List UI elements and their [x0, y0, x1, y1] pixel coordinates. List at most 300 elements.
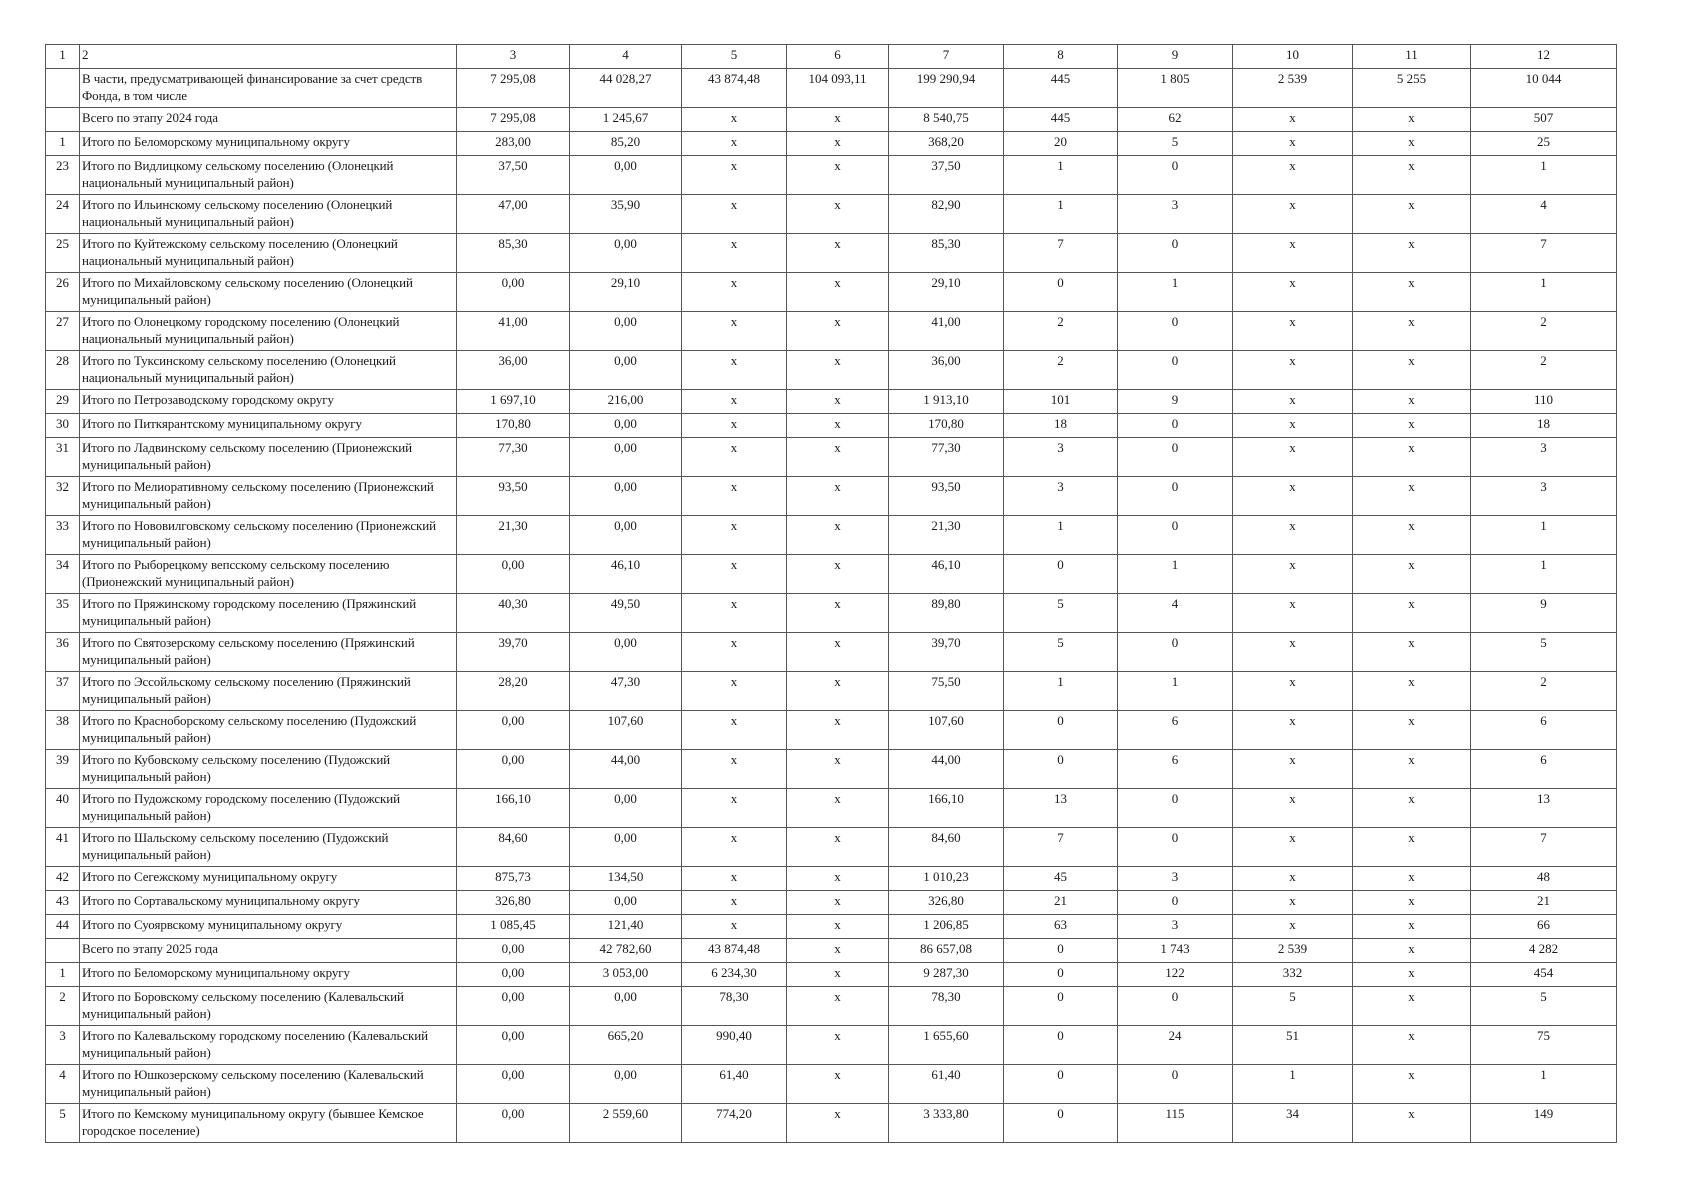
value-cell: 5 — [1471, 987, 1617, 1026]
value-cell: x — [1353, 156, 1471, 195]
value-cell: 1 — [1471, 273, 1617, 312]
column-number-cell: 8 — [1004, 45, 1118, 69]
value-cell: 5 — [1471, 633, 1617, 672]
value-cell: 21 — [1471, 891, 1617, 915]
row-number-cell: 4 — [46, 1065, 80, 1104]
value-cell: x — [1353, 750, 1471, 789]
value-cell: 61,40 — [682, 1065, 787, 1104]
table-row — [46, 750, 1617, 789]
row-number-cell: 5 — [46, 1104, 80, 1143]
value-cell: x — [1353, 633, 1471, 672]
row-number-cell: 35 — [46, 594, 80, 633]
value-cell: x — [1353, 711, 1471, 750]
value-cell: 0,00 — [570, 234, 682, 273]
table-row — [46, 69, 1617, 108]
row-number-cell: 44 — [46, 915, 80, 939]
value-cell: x — [682, 789, 787, 828]
value-cell: x — [1353, 132, 1471, 156]
value-cell: 6 — [1118, 711, 1233, 750]
value-cell: 1 — [1118, 273, 1233, 312]
row-description-cell: Всего по этапу 2024 года — [80, 108, 457, 132]
table-row — [46, 594, 1617, 633]
row-description-cell: Итого по Сортавальскому муниципальному округу — [80, 891, 457, 915]
value-cell: x — [682, 156, 787, 195]
row-number-cell: 39 — [46, 750, 80, 789]
value-cell: x — [682, 711, 787, 750]
value-cell: 0 — [1118, 234, 1233, 273]
value-cell: x — [1233, 156, 1353, 195]
value-cell: 2 559,60 — [570, 1104, 682, 1143]
table-row — [46, 939, 1617, 963]
value-cell: x — [1233, 312, 1353, 351]
value-cell: x — [787, 234, 889, 273]
value-cell: 2 — [1004, 312, 1118, 351]
value-cell: x — [1353, 891, 1471, 915]
table-row — [46, 555, 1617, 594]
value-cell: 0 — [1118, 351, 1233, 390]
value-cell: 2 — [1471, 351, 1617, 390]
value-cell: 0 — [1118, 891, 1233, 915]
value-cell: x — [1233, 234, 1353, 273]
value-cell: x — [787, 1026, 889, 1065]
value-cell: x — [682, 312, 787, 351]
table-row — [46, 672, 1617, 711]
value-cell: x — [787, 828, 889, 867]
value-cell: x — [1233, 891, 1353, 915]
row-description-cell: Итого по Кемскому муниципальному округу (бывшее Кемское городское поселение) — [80, 1104, 457, 1143]
table-row — [46, 273, 1617, 312]
value-cell: x — [682, 132, 787, 156]
value-cell: x — [1233, 867, 1353, 891]
value-cell: 77,30 — [457, 438, 570, 477]
value-cell: x — [787, 390, 889, 414]
value-cell: 0 — [1118, 438, 1233, 477]
value-cell: x — [682, 234, 787, 273]
value-cell: x — [682, 477, 787, 516]
value-cell: x — [1233, 633, 1353, 672]
table-row — [46, 633, 1617, 672]
value-cell: 1 — [1004, 672, 1118, 711]
row-number-cell: 38 — [46, 711, 80, 750]
value-cell: 62 — [1118, 108, 1233, 132]
value-cell: 326,80 — [457, 891, 570, 915]
value-cell: x — [787, 156, 889, 195]
row-description-cell: Итого по Олонецкому городскому поселению (Олонецкий национальный муниципальный район) — [80, 312, 457, 351]
table-row — [46, 132, 1617, 156]
value-cell: 3 333,80 — [889, 1104, 1004, 1143]
table-row — [46, 438, 1617, 477]
value-cell: 5 255 — [1353, 69, 1471, 108]
value-cell: x — [1353, 273, 1471, 312]
row-description-cell: Итого по Петрозаводскому городскому округу — [80, 390, 457, 414]
value-cell: 0,00 — [570, 438, 682, 477]
value-cell: 115 — [1118, 1104, 1233, 1143]
value-cell: 3 — [1118, 195, 1233, 234]
value-cell: x — [787, 750, 889, 789]
column-number-row — [46, 45, 1617, 69]
value-cell: 454 — [1471, 963, 1617, 987]
row-description-cell: Итого по Эссойльскому сельскому поселению (Пряжинский муниципальный район) — [80, 672, 457, 711]
value-cell: 0,00 — [457, 273, 570, 312]
value-cell: 3 — [1471, 438, 1617, 477]
value-cell: x — [1353, 351, 1471, 390]
value-cell: x — [1353, 1026, 1471, 1065]
table-row — [46, 1026, 1617, 1065]
value-cell: 41,00 — [457, 312, 570, 351]
value-cell: 10 044 — [1471, 69, 1617, 108]
value-cell: 0,00 — [570, 789, 682, 828]
value-cell: 1 697,10 — [457, 390, 570, 414]
row-description-cell: Итого по Мелиоративному сельскому поселению (Прионежский муниципальный район) — [80, 477, 457, 516]
value-cell: 21,30 — [457, 516, 570, 555]
row-description-cell: Итого по Суоярвскому муниципальному округу — [80, 915, 457, 939]
value-cell: 78,30 — [682, 987, 787, 1026]
value-cell: x — [787, 711, 889, 750]
table-row — [46, 1104, 1617, 1143]
value-cell: 0,00 — [570, 156, 682, 195]
value-cell: 0,00 — [570, 414, 682, 438]
value-cell: 170,80 — [457, 414, 570, 438]
value-cell: 7 — [1471, 828, 1617, 867]
value-cell: 0 — [1118, 414, 1233, 438]
value-cell: 0 — [1118, 1065, 1233, 1104]
value-cell: x — [1233, 477, 1353, 516]
value-cell: 1 — [1471, 1065, 1617, 1104]
table-row — [46, 1065, 1617, 1104]
row-number-cell: 1 — [46, 963, 80, 987]
value-cell: 13 — [1471, 789, 1617, 828]
row-number-cell — [46, 108, 80, 132]
value-cell: x — [682, 414, 787, 438]
value-cell: 21 — [1004, 891, 1118, 915]
value-cell: x — [787, 477, 889, 516]
value-cell: x — [1353, 414, 1471, 438]
row-number-cell — [46, 939, 80, 963]
value-cell: 39,70 — [457, 633, 570, 672]
value-cell: x — [1233, 915, 1353, 939]
row-description-cell: Итого по Калевальскому городскому поселению (Калевальский муниципальный район) — [80, 1026, 457, 1065]
column-number-cell: 7 — [889, 45, 1004, 69]
row-description-cell: Итого по Беломорскому муниципальному округу — [80, 963, 457, 987]
value-cell: 4 — [1471, 195, 1617, 234]
row-number-cell: 28 — [46, 351, 80, 390]
value-cell: x — [682, 516, 787, 555]
column-number-cell: 4 — [570, 45, 682, 69]
value-cell: 93,50 — [889, 477, 1004, 516]
row-number-cell: 23 — [46, 156, 80, 195]
value-cell: 875,73 — [457, 867, 570, 891]
value-cell: 6 — [1471, 750, 1617, 789]
value-cell: x — [682, 108, 787, 132]
row-number-cell: 29 — [46, 390, 80, 414]
value-cell: 18 — [1471, 414, 1617, 438]
value-cell: 7 — [1471, 234, 1617, 273]
row-description-cell: Итого по Туксинскому сельскому поселению (Олонецкий национальный муниципальный район) — [80, 351, 457, 390]
value-cell: 0 — [1004, 711, 1118, 750]
value-cell: 134,50 — [570, 867, 682, 891]
row-description-cell: Итого по Ладвинскому сельскому поселению (Прионежский муниципальный район) — [80, 438, 457, 477]
row-description-cell: Итого по Питкярантскому муниципальному округу — [80, 414, 457, 438]
value-cell: 0,00 — [457, 1104, 570, 1143]
row-description-cell: Итого по Боровскому сельскому поселению (Калевальский муниципальный район) — [80, 987, 457, 1026]
value-cell: 36,00 — [889, 351, 1004, 390]
value-cell: 85,30 — [889, 234, 1004, 273]
row-number-cell: 25 — [46, 234, 80, 273]
value-cell: 85,30 — [457, 234, 570, 273]
value-cell: 82,90 — [889, 195, 1004, 234]
value-cell: 9 287,30 — [889, 963, 1004, 987]
row-description-cell: Итого по Пряжинскому городскому поселению (Пряжинский муниципальный район) — [80, 594, 457, 633]
value-cell: 1 655,60 — [889, 1026, 1004, 1065]
value-cell: x — [682, 351, 787, 390]
row-description-cell: Итого по Рыборецкому вепсскому сельскому поселению (Прионежский муниципальный район) — [80, 555, 457, 594]
value-cell: 0 — [1118, 633, 1233, 672]
table-row — [46, 156, 1617, 195]
value-cell: 0 — [1004, 987, 1118, 1026]
value-cell: x — [1353, 234, 1471, 273]
value-cell: x — [1233, 195, 1353, 234]
row-number-cell: 3 — [46, 1026, 80, 1065]
row-description-cell: Итого по Куйтежскому сельскому поселению (Олонецкий национальный муниципальный район) — [80, 234, 457, 273]
value-cell: x — [1353, 594, 1471, 633]
row-number-cell: 33 — [46, 516, 80, 555]
value-cell: x — [787, 1104, 889, 1143]
value-cell: 445 — [1004, 69, 1118, 108]
row-description-cell: Итого по Сегежскому муниципальному округу — [80, 867, 457, 891]
value-cell: 6 — [1471, 711, 1617, 750]
value-cell: 1 805 — [1118, 69, 1233, 108]
value-cell: 1 — [1233, 1065, 1353, 1104]
value-cell: 85,20 — [570, 132, 682, 156]
value-cell: 990,40 — [682, 1026, 787, 1065]
value-cell: 42 782,60 — [570, 939, 682, 963]
value-cell: 1 — [1471, 156, 1617, 195]
value-cell: 5 — [1233, 987, 1353, 1026]
row-number-cell: 32 — [46, 477, 80, 516]
column-number-cell: 5 — [682, 45, 787, 69]
value-cell: 5 — [1004, 633, 1118, 672]
value-cell: x — [1353, 672, 1471, 711]
value-cell: x — [1233, 273, 1353, 312]
row-description-cell: Итого по Шальскому сельскому поселению (Пудожский муниципальный район) — [80, 828, 457, 867]
value-cell: 216,00 — [570, 390, 682, 414]
column-number-cell: 2 — [80, 45, 457, 69]
value-cell: x — [787, 891, 889, 915]
row-description-cell: Итого по Беломорскому муниципальному округу — [80, 132, 457, 156]
value-cell: x — [1233, 108, 1353, 132]
value-cell: 0 — [1118, 987, 1233, 1026]
value-cell: 1 085,45 — [457, 915, 570, 939]
value-cell: 166,10 — [889, 789, 1004, 828]
row-number-cell: 26 — [46, 273, 80, 312]
value-cell: 107,60 — [889, 711, 1004, 750]
column-number-cell: 9 — [1118, 45, 1233, 69]
value-cell: 9 — [1471, 594, 1617, 633]
value-cell: x — [787, 672, 889, 711]
value-cell: 84,60 — [457, 828, 570, 867]
value-cell: x — [682, 555, 787, 594]
value-cell: 122 — [1118, 963, 1233, 987]
row-number-cell — [46, 69, 80, 108]
value-cell: 75 — [1471, 1026, 1617, 1065]
value-cell: x — [1233, 351, 1353, 390]
value-cell: 5 — [1118, 132, 1233, 156]
row-number-cell: 43 — [46, 891, 80, 915]
value-cell: 21,30 — [889, 516, 1004, 555]
value-cell: 35,90 — [570, 195, 682, 234]
value-cell: 3 — [1004, 477, 1118, 516]
value-cell: 7 — [1004, 234, 1118, 273]
column-number-cell: 1 — [46, 45, 80, 69]
value-cell: x — [1353, 1104, 1471, 1143]
value-cell: 2 539 — [1233, 69, 1353, 108]
value-cell: 1 245,67 — [570, 108, 682, 132]
value-cell: 84,60 — [889, 828, 1004, 867]
value-cell: 199 290,94 — [889, 69, 1004, 108]
value-cell: 6 — [1118, 750, 1233, 789]
value-cell: x — [787, 939, 889, 963]
value-cell: x — [787, 789, 889, 828]
row-description-cell: Итого по Видлицкому сельскому поселению (Олонецкий национальный муниципальный район) — [80, 156, 457, 195]
value-cell: x — [1353, 987, 1471, 1026]
column-number-cell: 3 — [457, 45, 570, 69]
value-cell: 89,80 — [889, 594, 1004, 633]
value-cell: 0,00 — [570, 312, 682, 351]
table-row — [46, 963, 1617, 987]
value-cell: 48 — [1471, 867, 1617, 891]
value-cell: 41,00 — [889, 312, 1004, 351]
value-cell: 4 — [1118, 594, 1233, 633]
value-cell: 29,10 — [889, 273, 1004, 312]
value-cell: x — [1233, 672, 1353, 711]
value-cell: 2 539 — [1233, 939, 1353, 963]
value-cell: 2 — [1471, 312, 1617, 351]
value-cell: x — [1353, 438, 1471, 477]
table-row — [46, 516, 1617, 555]
value-cell: 1 — [1471, 555, 1617, 594]
value-cell: x — [682, 867, 787, 891]
value-cell: 0 — [1004, 555, 1118, 594]
value-cell: x — [787, 987, 889, 1026]
value-cell: 1 010,23 — [889, 867, 1004, 891]
value-cell: x — [682, 438, 787, 477]
row-number-cell: 37 — [46, 672, 80, 711]
value-cell: x — [787, 516, 889, 555]
value-cell: 2 — [1004, 351, 1118, 390]
value-cell: 61,40 — [889, 1065, 1004, 1104]
value-cell: 51 — [1233, 1026, 1353, 1065]
value-cell: 49,50 — [570, 594, 682, 633]
value-cell: 46,10 — [889, 555, 1004, 594]
value-cell: 37,50 — [889, 156, 1004, 195]
value-cell: 4 282 — [1471, 939, 1617, 963]
value-cell: x — [682, 594, 787, 633]
value-cell: x — [787, 1065, 889, 1104]
value-cell: 0,00 — [457, 750, 570, 789]
value-cell: 0 — [1118, 828, 1233, 867]
value-cell: 665,20 — [570, 1026, 682, 1065]
value-cell: x — [1353, 828, 1471, 867]
value-cell: x — [787, 963, 889, 987]
row-description-cell: Итого по Ильинскому сельскому поселению (Олонецкий национальный муниципальный район) — [80, 195, 457, 234]
value-cell: x — [1353, 555, 1471, 594]
value-cell: 1 — [1004, 516, 1118, 555]
table-row — [46, 789, 1617, 828]
value-cell: x — [1353, 516, 1471, 555]
table-body — [46, 45, 1617, 1143]
value-cell: 7 — [1004, 828, 1118, 867]
value-cell: 43 874,48 — [682, 69, 787, 108]
table-row — [46, 108, 1617, 132]
value-cell: 93,50 — [457, 477, 570, 516]
row-number-cell: 34 — [46, 555, 80, 594]
value-cell: 0,00 — [570, 477, 682, 516]
value-cell: 0 — [1118, 516, 1233, 555]
value-cell: 3 — [1004, 438, 1118, 477]
value-cell: 5 — [1004, 594, 1118, 633]
value-cell: 25 — [1471, 132, 1617, 156]
value-cell: 13 — [1004, 789, 1118, 828]
value-cell: 774,20 — [682, 1104, 787, 1143]
value-cell: x — [1233, 594, 1353, 633]
value-cell: x — [682, 390, 787, 414]
value-cell: 0 — [1004, 750, 1118, 789]
value-cell: x — [787, 633, 889, 672]
value-cell: x — [1233, 750, 1353, 789]
value-cell: x — [787, 915, 889, 939]
table-row — [46, 891, 1617, 915]
row-number-cell: 24 — [46, 195, 80, 234]
value-cell: 3 — [1118, 915, 1233, 939]
value-cell: x — [787, 438, 889, 477]
row-number-cell: 40 — [46, 789, 80, 828]
table-row — [46, 234, 1617, 273]
value-cell: 7 295,08 — [457, 108, 570, 132]
value-cell: x — [787, 555, 889, 594]
value-cell: 44,00 — [889, 750, 1004, 789]
value-cell: x — [787, 108, 889, 132]
value-cell: x — [1233, 828, 1353, 867]
column-number-cell: 6 — [787, 45, 889, 69]
column-number-cell: 12 — [1471, 45, 1617, 69]
value-cell: 1 206,85 — [889, 915, 1004, 939]
row-description-cell: Итого по Кубовскому сельскому поселению (Пудожский муниципальный район) — [80, 750, 457, 789]
value-cell: 1 — [1004, 195, 1118, 234]
row-description-cell: Итого по Красноборскому сельскому поселению (Пудожский муниципальный район) — [80, 711, 457, 750]
row-description-cell: Итого по Юшкозерскому сельскому поселению (Калевальский муниципальный район) — [80, 1065, 457, 1104]
value-cell: 1 — [1118, 672, 1233, 711]
value-cell: 18 — [1004, 414, 1118, 438]
value-cell: 0,00 — [570, 891, 682, 915]
value-cell: x — [787, 867, 889, 891]
value-cell: x — [682, 891, 787, 915]
value-cell: x — [1353, 312, 1471, 351]
value-cell: x — [1353, 915, 1471, 939]
row-number-cell: 42 — [46, 867, 80, 891]
value-cell: 0,00 — [457, 711, 570, 750]
value-cell: x — [787, 132, 889, 156]
row-description-cell: В части, предусматривающей финансирование за счет средств Фонда, в том числе — [80, 69, 457, 108]
value-cell: 44,00 — [570, 750, 682, 789]
value-cell: 24 — [1118, 1026, 1233, 1065]
table-row — [46, 414, 1617, 438]
value-cell: 0 — [1118, 156, 1233, 195]
value-cell: 1 — [1004, 156, 1118, 195]
value-cell: 0,00 — [457, 987, 570, 1026]
value-cell: 46,10 — [570, 555, 682, 594]
row-number-cell: 1 — [46, 132, 80, 156]
data-table — [45, 44, 1617, 1143]
